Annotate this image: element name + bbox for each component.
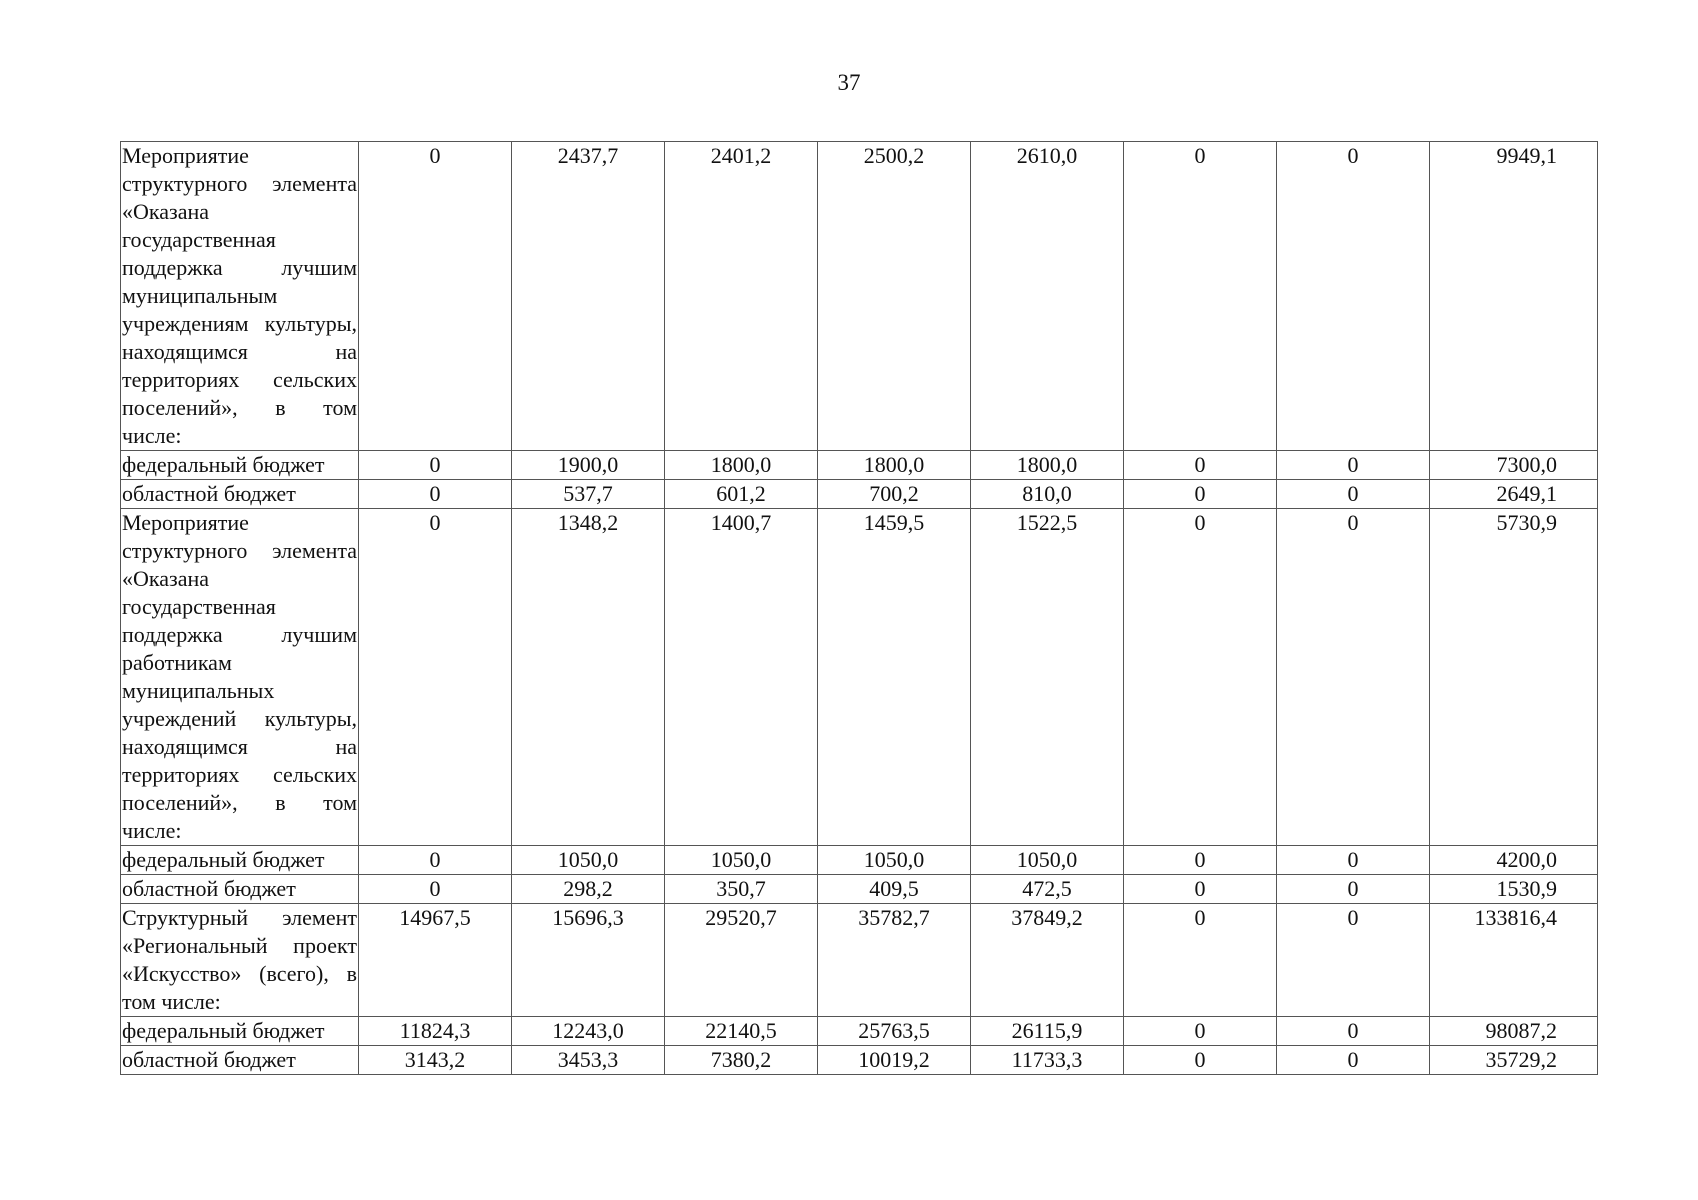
total-cell: 133816,4 [1430, 904, 1598, 1017]
value-cell: 1400,7 [665, 509, 818, 846]
value-cell: 0 [1277, 480, 1430, 509]
value-cell: 1800,0 [665, 451, 818, 480]
row-label: федеральный бюджет [121, 1017, 359, 1046]
value-cell: 700,2 [818, 480, 971, 509]
value-cell: 810,0 [971, 480, 1124, 509]
total-cell: 35729,2 [1430, 1046, 1598, 1075]
value-cell: 1050,0 [512, 846, 665, 875]
value-cell: 12243,0 [512, 1017, 665, 1046]
value-cell: 0 [1124, 451, 1277, 480]
value-cell: 0 [359, 480, 512, 509]
value-cell: 11824,3 [359, 1017, 512, 1046]
value-cell: 10019,2 [818, 1046, 971, 1075]
row-label: областной бюджет [121, 480, 359, 509]
value-cell: 1800,0 [818, 451, 971, 480]
table-row [121, 480, 1598, 509]
value-cell: 350,7 [665, 875, 818, 904]
value-cell: 14967,5 [359, 904, 512, 1017]
total-cell: 2649,1 [1430, 480, 1598, 509]
value-cell: 2437,7 [512, 142, 665, 451]
table-row [121, 904, 1598, 1017]
row-label: Мероприятие структурного элемента «Оказана государственная поддержка лучшим муниципальным учреждениям культуры, находящимся на территориях сельских поселений», в том числе: [121, 142, 359, 451]
table-row [121, 509, 1598, 846]
value-cell: 0 [1277, 1017, 1430, 1046]
value-cell: 298,2 [512, 875, 665, 904]
value-cell: 2610,0 [971, 142, 1124, 451]
value-cell: 37849,2 [971, 904, 1124, 1017]
value-cell: 25763,5 [818, 1017, 971, 1046]
row-label: областной бюджет [121, 875, 359, 904]
value-cell: 0 [359, 846, 512, 875]
table-row [121, 1017, 1598, 1046]
value-cell: 15696,3 [512, 904, 665, 1017]
value-cell: 0 [1277, 509, 1430, 846]
value-cell: 0 [1124, 480, 1277, 509]
value-cell: 0 [1277, 451, 1430, 480]
total-cell: 9949,1 [1430, 142, 1598, 451]
value-cell: 0 [1124, 875, 1277, 904]
value-cell: 1050,0 [971, 846, 1124, 875]
value-cell: 22140,5 [665, 1017, 818, 1046]
row-label: Структурный элемент «Региональный проект «Искусство» (всего), в том числе: [121, 904, 359, 1017]
value-cell: 0 [359, 451, 512, 480]
row-label: областной бюджет [121, 1046, 359, 1075]
value-cell: 1348,2 [512, 509, 665, 846]
value-cell: 0 [1124, 142, 1277, 451]
total-cell: 4200,0 [1430, 846, 1598, 875]
value-cell: 0 [1124, 904, 1277, 1017]
row-label: Мероприятие структурного элемента «Оказана государственная поддержка лучшим работникам муниципальных учреждений культуры, находящимся на территориях сельских поселений», в том числе: [121, 509, 359, 846]
total-cell: 98087,2 [1430, 1017, 1598, 1046]
value-cell: 0 [359, 875, 512, 904]
value-cell: 472,5 [971, 875, 1124, 904]
value-cell: 2500,2 [818, 142, 971, 451]
value-cell: 1522,5 [971, 509, 1124, 846]
value-cell: 0 [1277, 904, 1430, 1017]
value-cell: 0 [359, 142, 512, 451]
value-cell: 29520,7 [665, 904, 818, 1017]
value-cell: 1900,0 [512, 451, 665, 480]
value-cell: 0 [359, 509, 512, 846]
value-cell: 7380,2 [665, 1046, 818, 1075]
value-cell: 26115,9 [971, 1017, 1124, 1046]
table-row [121, 1046, 1598, 1075]
value-cell: 0 [1277, 142, 1430, 451]
table-row [121, 451, 1598, 480]
value-cell: 1050,0 [818, 846, 971, 875]
value-cell: 409,5 [818, 875, 971, 904]
table-row [121, 142, 1598, 451]
value-cell: 537,7 [512, 480, 665, 509]
value-cell: 0 [1277, 846, 1430, 875]
value-cell: 0 [1124, 1017, 1277, 1046]
value-cell: 0 [1277, 1046, 1430, 1075]
total-cell: 7300,0 [1430, 451, 1598, 480]
value-cell: 0 [1124, 1046, 1277, 1075]
value-cell: 11733,3 [971, 1046, 1124, 1075]
row-label: федеральный бюджет [121, 451, 359, 480]
value-cell: 35782,7 [818, 904, 971, 1017]
value-cell: 601,2 [665, 480, 818, 509]
budget-table [120, 141, 1598, 1075]
value-cell: 1459,5 [818, 509, 971, 846]
value-cell: 1800,0 [971, 451, 1124, 480]
value-cell: 1050,0 [665, 846, 818, 875]
value-cell: 0 [1124, 509, 1277, 846]
total-cell: 1530,9 [1430, 875, 1598, 904]
page-number: 37 [837, 70, 861, 95]
value-cell: 0 [1277, 875, 1430, 904]
value-cell: 2401,2 [665, 142, 818, 451]
value-cell: 0 [1124, 846, 1277, 875]
value-cell: 3453,3 [512, 1046, 665, 1075]
row-label: федеральный бюджет [121, 846, 359, 875]
total-cell: 5730,9 [1430, 509, 1598, 846]
table-row [121, 846, 1598, 875]
value-cell: 3143,2 [359, 1046, 512, 1075]
table-row [121, 875, 1598, 904]
